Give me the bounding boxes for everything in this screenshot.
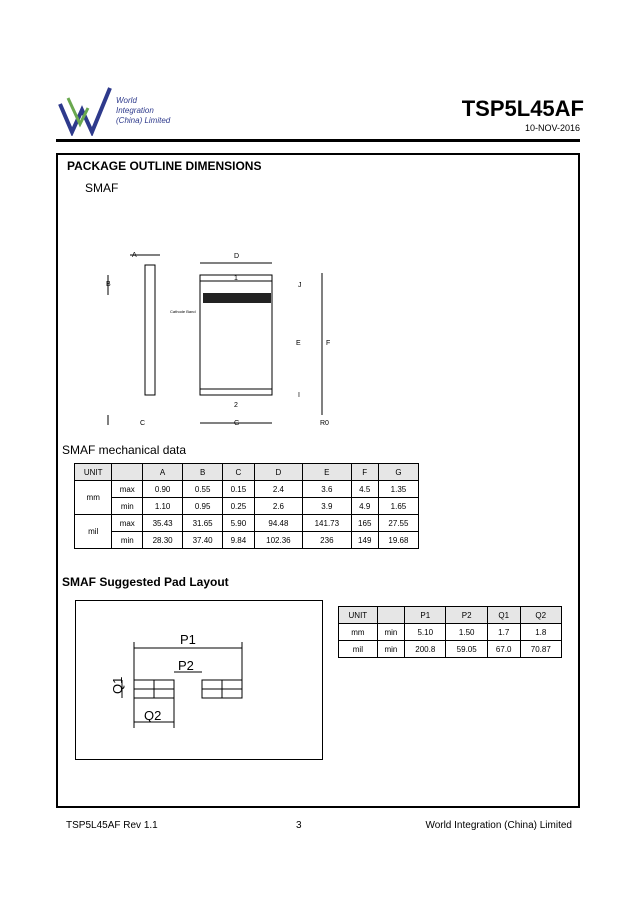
label-q1: Q1 (110, 676, 125, 694)
label-i: I (298, 392, 300, 399)
logo-text: World Integration (China) Limited (116, 96, 171, 125)
table-row: min 1.10 0.95 0.25 2.6 3.9 4.9 1.65 (75, 498, 419, 515)
label-cathode: Cathode Band (170, 309, 196, 314)
label-f: F (326, 340, 331, 347)
pad-title: SMAF Suggested Pad Layout (62, 575, 229, 589)
header-rule (56, 139, 580, 142)
table-row: mm max 0.90 0.55 0.15 2.4 3.6 4.5 1.35 (75, 481, 419, 498)
label-a: A (132, 252, 137, 259)
mech-title: SMAF mechanical data (62, 443, 187, 457)
company-logo (58, 84, 118, 136)
table-row: mm min 5.10 1.50 1.7 1.8 (339, 624, 562, 641)
label-1: 1 (234, 275, 238, 282)
label-j: J (298, 282, 302, 289)
pad-drawing (100, 628, 260, 738)
table-row: min 28.30 37.40 9.84 102.36 236 149 19.68 (75, 532, 419, 549)
label-d: D (234, 253, 240, 260)
label-2: 2 (234, 402, 238, 409)
footer-company: World Integration (China) Limited (425, 820, 572, 831)
section-title: PACKAGE OUTLINE DIMENSIONS (67, 159, 262, 173)
label-c: C (140, 420, 146, 427)
label-b: B (106, 281, 111, 288)
mech-table (74, 463, 419, 549)
label-r0: R0 (320, 420, 329, 427)
table-row: mil max 35.43 31.65 5.90 94.48 141.73 165 27.55 (75, 515, 419, 532)
label-q2: Q2 (144, 708, 162, 723)
table-header-row: UNIT A B C D E F G (75, 464, 419, 481)
outline-drawing (100, 245, 340, 435)
package-name: SMAF (85, 181, 119, 195)
label-e: E (296, 340, 301, 347)
footer-doc-id: TSP5L45AF Rev 1.1 (66, 820, 158, 831)
cathode-band (203, 293, 271, 303)
label-g: G (234, 420, 240, 427)
footer-page-number: 3 (296, 820, 302, 831)
table-row: mil min 200.8 59.05 67.0 70.87 (339, 641, 562, 658)
document-date: 10-NOV-2016 (524, 123, 580, 133)
label-p1: P1 (180, 632, 196, 647)
part-number: TSP5L45AF (461, 96, 584, 121)
pad-table (338, 606, 562, 658)
side-view-body (145, 265, 155, 395)
label-p2: P2 (178, 658, 194, 673)
table-header-row: UNIT P1 P2 Q1 Q2 (339, 607, 562, 624)
